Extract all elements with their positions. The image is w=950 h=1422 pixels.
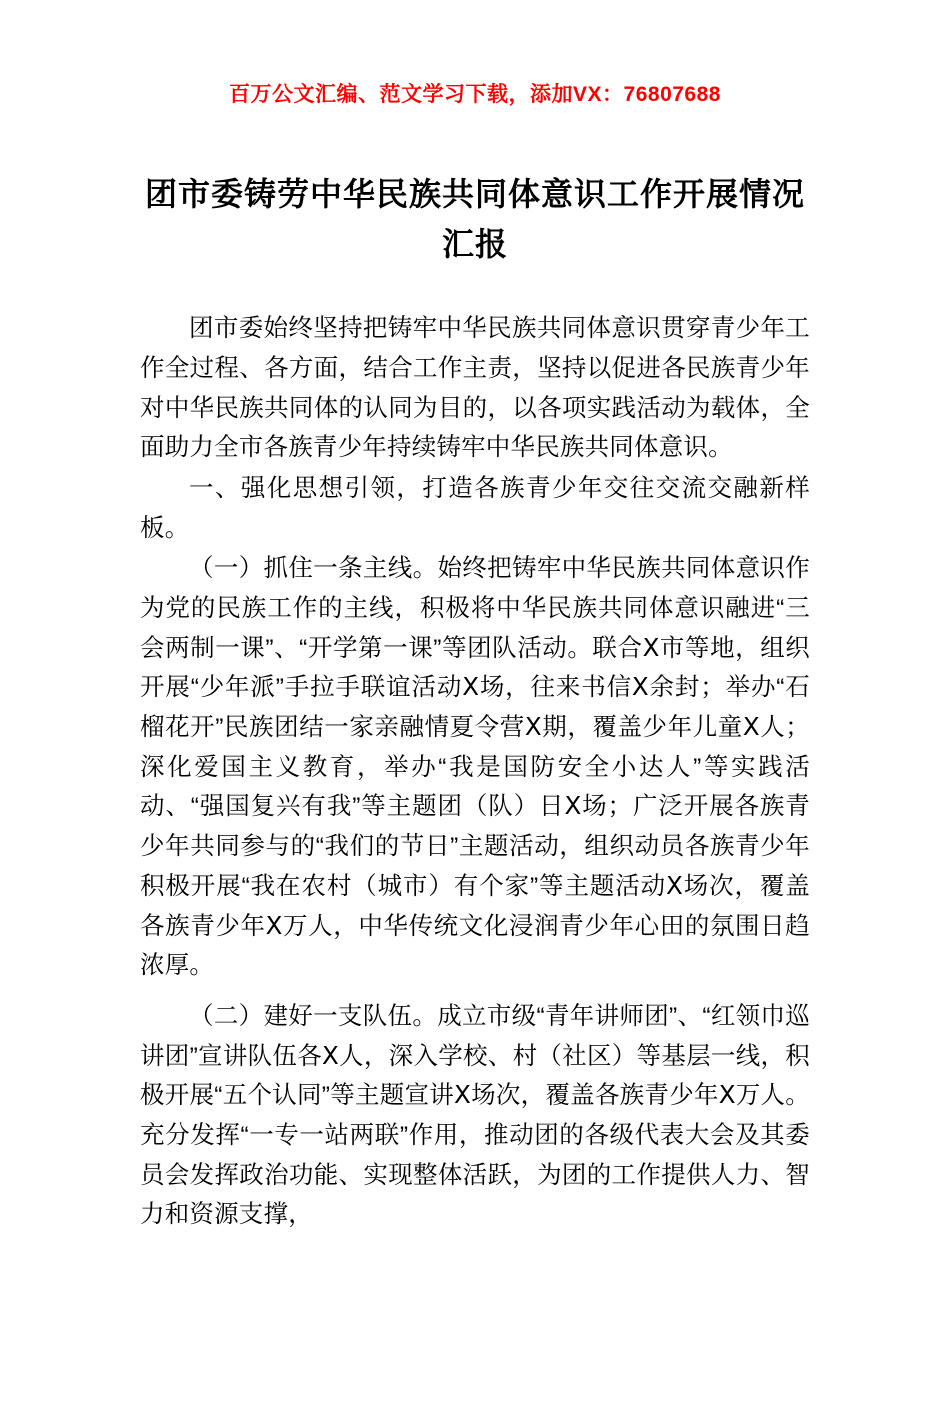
document-page	[0, 78, 950, 1422]
watermark-text: 百万公文汇编、范文学习下载，添加VX：76807688	[229, 83, 721, 106]
page-title: 团市委铸劳中华民族共同体意识工作开展情况汇报	[144, 176, 805, 262]
paragraph-item-1-1: （一）抓住一条主线。始终把铸牢中华民族共同体意识作为党的民族工作的主线，积极将中华民族共同体意识融进“三会两制一课”、“开学第一课”等团队活动。联合Ⅹ市等地，组织开展“少年派”手拉手联谊活动Ⅹ场，往来书信Ⅹ余封；举办“石榴花开”民族团结一家亲融情夏令营Ⅹ期，覆盖少年儿童Ⅹ人；深化爱国主义教育，举办“我是国防安全小达人”等实践活动、“强国复兴有我”等主题团（队）日Ⅹ场；广泛开展各族青少年共同参与的“我们的节日”主题活动，组织动员各族青少年积极开展“我在农村（城市）有个家”等主题活动Ⅹ场次，覆盖各族青少年Ⅹ万人，中华传统文化浸润青少年心田的氛围日趋浓厚。	[140, 555, 810, 980]
document-body	[140, 309, 810, 1235]
paragraph-intro: 团市委始终坚持把铸牢中华民族共同体意识贯穿青少年工作全过程、各方面，结合工作主责，坚持以促进各民族青少年对中华民族共同体的认同为目的，以各项实践活动为载体，全面助力全市各族青少年持续铸牢中华民族共同体意识。	[140, 315, 810, 462]
paragraph-section-1: 一、强化思想引领，打造各族青少年交往交流交融新样板。	[140, 474, 810, 542]
paragraph-item-1-2: （二）建好一支队伍。成立市级“青年讲师团”、“红领巾巡讲团”宣讲队伍各Ⅹ人，深入学校、村（社区）等基层一线，积极开展“五个认同”等主题宣讲Ⅹ场次，覆盖各族青少年Ⅹ万人。充分发挥“一专一站两联”作用，推动团的各级代表大会及其委员会发挥政治功能、实现整体活跃，为团的工作提供人力、智力和资源支撑，	[140, 1002, 810, 1229]
paragraph-spacer	[140, 987, 810, 997]
